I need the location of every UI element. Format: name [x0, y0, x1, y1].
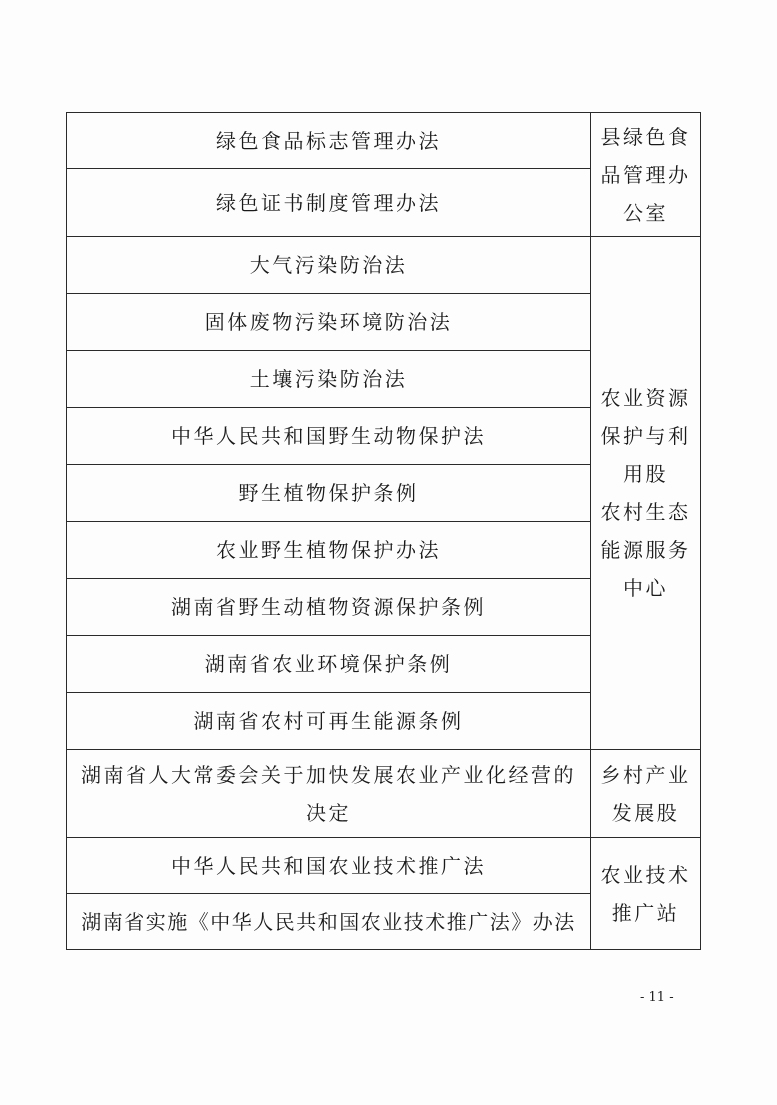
department-line: 发展股	[611, 800, 680, 825]
law-name-cell: 土壤污染防治法	[67, 351, 591, 408]
table-row	[67, 838, 701, 894]
law-name-cell: 湖南省农村可再生能源条例	[67, 693, 591, 750]
department-line: 农村生态	[600, 500, 691, 524]
law-name-cell: 湖南省实施《中华人民共和国农业技术推广法》办法	[67, 894, 591, 950]
department-line: 中心	[623, 576, 668, 600]
department-line: 品管理办	[600, 162, 691, 187]
law-name-cell: 中华人民共和国野生动物保护法	[67, 408, 591, 465]
law-department-table	[66, 112, 701, 950]
law-name-cell: 绿色食品标志管理办法	[67, 113, 591, 169]
department-line: 用股	[623, 462, 668, 486]
law-name-cell: 中华人民共和国农业技术推广法	[67, 838, 591, 894]
table-row	[67, 113, 701, 169]
law-name-cell: 固体废物污染环境防治法	[67, 294, 591, 351]
law-name-cell: 野生植物保护条例	[67, 465, 591, 522]
department-cell	[591, 237, 701, 750]
law-name-cell: 农业野生植物保护办法	[67, 522, 591, 579]
department-cell	[591, 838, 701, 950]
department-line: 乡村产业	[600, 762, 691, 787]
law-name-cell: 湖南省野生动植物资源保护条例	[67, 579, 591, 636]
department-line: 农业技术	[600, 862, 691, 887]
department-line: 公室	[623, 200, 668, 225]
department-line: 保护与利	[600, 424, 691, 448]
department-line: 县绿色食	[600, 124, 691, 149]
law-name-cell: 大气污染防治法	[67, 237, 591, 294]
department-line: 能源服务	[600, 538, 691, 562]
department-line: 推广站	[611, 900, 680, 925]
table-row	[67, 237, 701, 294]
table-row	[67, 750, 701, 838]
law-name-cell: 绿色证书制度管理办法	[67, 169, 591, 237]
law-name-cell: 湖南省农业环境保护条例	[67, 636, 591, 693]
department-cell	[591, 113, 701, 237]
department-line: 农业资源	[600, 386, 691, 410]
department-cell	[591, 750, 701, 838]
law-name-cell: 湖南省人大常委会关于加快发展农业产业化经营的决定	[67, 750, 591, 838]
page-number: - 11 -	[640, 990, 674, 1005]
